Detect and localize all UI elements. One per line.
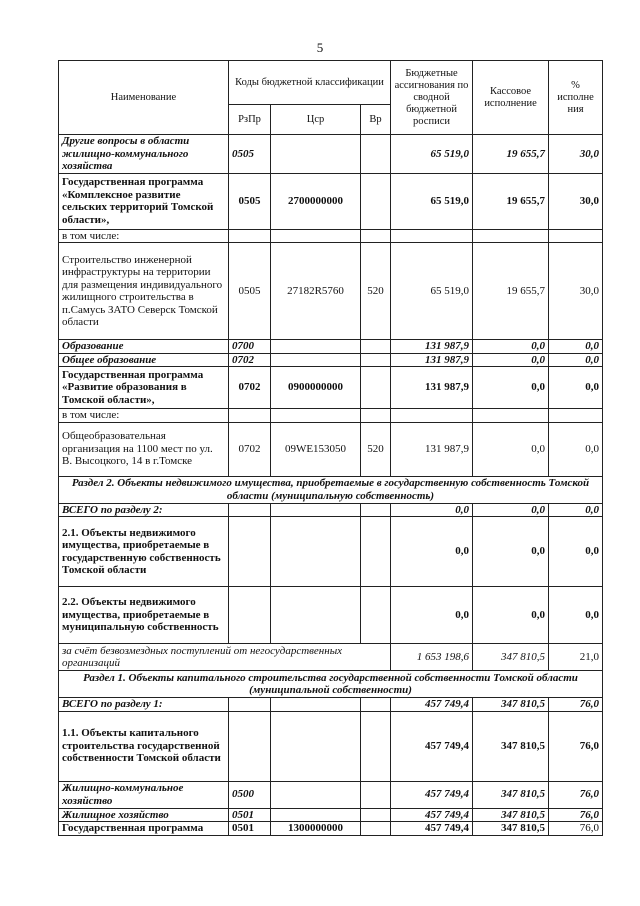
table-row <box>59 503 603 517</box>
row-csr: 2700000000 <box>271 173 361 229</box>
budget-table <box>58 60 603 836</box>
row-csr: 27182R5760 <box>271 243 361 340</box>
row-cash: 0,0 <box>473 367 549 409</box>
row-rzpr: 0501 <box>229 822 271 836</box>
table-row <box>59 135 603 174</box>
row-budget: 457 749,4 <box>391 781 473 808</box>
row-name: Государственная программа <box>59 822 229 836</box>
table-row <box>59 711 603 781</box>
header-rzpr: РзПр <box>229 105 271 135</box>
table-row <box>59 781 603 808</box>
row-cash: 347 810,5 <box>473 711 549 781</box>
row-pct: 0,0 <box>549 587 603 644</box>
header-csr: Цср <box>271 105 361 135</box>
table-row <box>59 340 603 354</box>
row-budget: 0,0 <box>391 517 473 587</box>
row-name: Жилищно-коммунальное хозяйство <box>59 781 229 808</box>
row-pct: 76,0 <box>549 781 603 808</box>
row-cash: 19 655,7 <box>473 173 549 229</box>
table-row <box>59 517 603 587</box>
table-row <box>59 229 603 243</box>
row-pct: 0,0 <box>549 353 603 367</box>
section-1-row <box>59 671 603 698</box>
row-csr: 09WE153050 <box>271 422 361 476</box>
row-budget: 131 987,9 <box>391 422 473 476</box>
row-budget: 65 519,0 <box>391 173 473 229</box>
row-vr: 520 <box>361 243 391 340</box>
row-budget: 457 749,4 <box>391 698 473 712</box>
row-name: Государственная программа «Комплексное развитие сельских территорий Томской области», <box>59 173 229 229</box>
row-rzpr: 0505 <box>229 173 271 229</box>
row-pct: 30,0 <box>549 173 603 229</box>
row-name: за счёт безвозмездных поступлений от негосударственных организаций <box>59 644 391 671</box>
row-pct: 0,0 <box>549 503 603 517</box>
section-2-title: Раздел 2. Объекты недвижимого имущества, приобретаемые в государственную собственность Томской области (муниципальную собственность) <box>59 476 603 503</box>
row-name: Строительство инженерной инфраструктуры на территории для размещения индивидуального жилищного строительства в п.Самусь ЗАТО Северск Томской области <box>59 243 229 340</box>
header-cash: Кассовое исполнение <box>473 61 549 135</box>
row-rzpr: 0702 <box>229 353 271 367</box>
row-pct: 76,0 <box>549 711 603 781</box>
row-pct: 76,0 <box>549 808 603 822</box>
row-pct: 76,0 <box>549 822 603 836</box>
row-budget: 457 749,4 <box>391 711 473 781</box>
row-budget: 65 519,0 <box>391 243 473 340</box>
row-budget: 457 749,4 <box>391 822 473 836</box>
row-vr: 520 <box>361 422 391 476</box>
row-pct: 0,0 <box>549 422 603 476</box>
row-csr: 0900000000 <box>271 367 361 409</box>
table-row <box>59 822 603 836</box>
row-name: Общее образование <box>59 353 229 367</box>
row-csr: 1300000000 <box>271 822 361 836</box>
row-cash: 19 655,7 <box>473 243 549 340</box>
table-row <box>59 353 603 367</box>
row-rzpr: 0505 <box>229 135 271 174</box>
row-rzpr: 0500 <box>229 781 271 808</box>
row-pct: 0,0 <box>549 367 603 409</box>
row-pct: 21,0 <box>549 644 603 671</box>
row-budget: 0,0 <box>391 503 473 517</box>
row-budget: 0,0 <box>391 587 473 644</box>
table-row <box>59 808 603 822</box>
row-rzpr: 0702 <box>229 422 271 476</box>
row-name: 1.1. Объекты капитального строительства государственной собственности Томской области <box>59 711 229 781</box>
row-name: ВСЕГО по разделу 1: <box>59 698 229 712</box>
row-pct: 76,0 <box>549 698 603 712</box>
row-name: Образование <box>59 340 229 354</box>
row-cash: 347 810,5 <box>473 808 549 822</box>
row-cash: 347 810,5 <box>473 698 549 712</box>
row-rzpr: 0501 <box>229 808 271 822</box>
section-2-row <box>59 476 603 503</box>
header-row <box>59 61 603 105</box>
row-name: ВСЕГО по разделу 2: <box>59 503 229 517</box>
page-number: 5 <box>316 40 324 55</box>
row-name: Общеобразовательная организация на 1100 мест по ул. В. Высоцкого, 14 в г.Томске <box>59 422 229 476</box>
row-name: 2.2. Объекты недвижимого имущества, приобретаемые в муниципальную собственность <box>59 587 229 644</box>
header-name: Наименование <box>59 61 229 135</box>
table-row <box>59 243 603 340</box>
row-name: Государственная программа «Развитие образования в Томской области», <box>59 367 229 409</box>
table-row <box>59 644 603 671</box>
row-budget: 131 987,9 <box>391 340 473 354</box>
row-name: Жилищное хозяйство <box>59 808 229 822</box>
row-pct: 30,0 <box>549 135 603 174</box>
row-rzpr: 0700 <box>229 340 271 354</box>
row-pct: 0,0 <box>549 517 603 587</box>
header-percent: % исполне ния <box>549 61 603 135</box>
row-budget: 65 519,0 <box>391 135 473 174</box>
row-cash: 19 655,7 <box>473 135 549 174</box>
row-budget: 457 749,4 <box>391 808 473 822</box>
row-cash: 0,0 <box>473 353 549 367</box>
table-row <box>59 409 603 423</box>
row-name: в том числе: <box>59 229 229 243</box>
row-cash: 0,0 <box>473 422 549 476</box>
table-row <box>59 367 603 409</box>
row-budget: 131 987,9 <box>391 367 473 409</box>
row-rzpr: 0702 <box>229 367 271 409</box>
header-budget: Бюджетные ассигнования по сводной бюджетной росписи <box>391 61 473 135</box>
row-pct: 0,0 <box>549 340 603 354</box>
row-name: 2.1. Объекты недвижимого имущества, приобретаемые в государственную собственность Томской области <box>59 517 229 587</box>
row-cash: 0,0 <box>473 340 549 354</box>
section-1-title: Раздел 1. Объекты капитального строительства государственной собственности Томской области (муниципальной собственности) <box>59 671 603 698</box>
table-row <box>59 587 603 644</box>
row-name: в том числе: <box>59 409 229 423</box>
header-codes: Коды бюджетной классификации <box>229 61 391 105</box>
row-rzpr: 0505 <box>229 243 271 340</box>
row-cash: 0,0 <box>473 517 549 587</box>
row-cash: 0,0 <box>473 503 549 517</box>
row-cash: 0,0 <box>473 587 549 644</box>
row-budget: 1 653 198,6 <box>391 644 473 671</box>
header-vr: Вр <box>361 105 391 135</box>
table-row <box>59 173 603 229</box>
row-pct: 30,0 <box>549 243 603 340</box>
table-row <box>59 422 603 476</box>
row-cash: 347 810,5 <box>473 822 549 836</box>
row-budget: 131 987,9 <box>391 353 473 367</box>
row-name: Другие вопросы в области жилищно-коммунального хозяйства <box>59 135 229 174</box>
row-cash: 347 810,5 <box>473 644 549 671</box>
table-row <box>59 698 603 712</box>
row-cash: 347 810,5 <box>473 781 549 808</box>
